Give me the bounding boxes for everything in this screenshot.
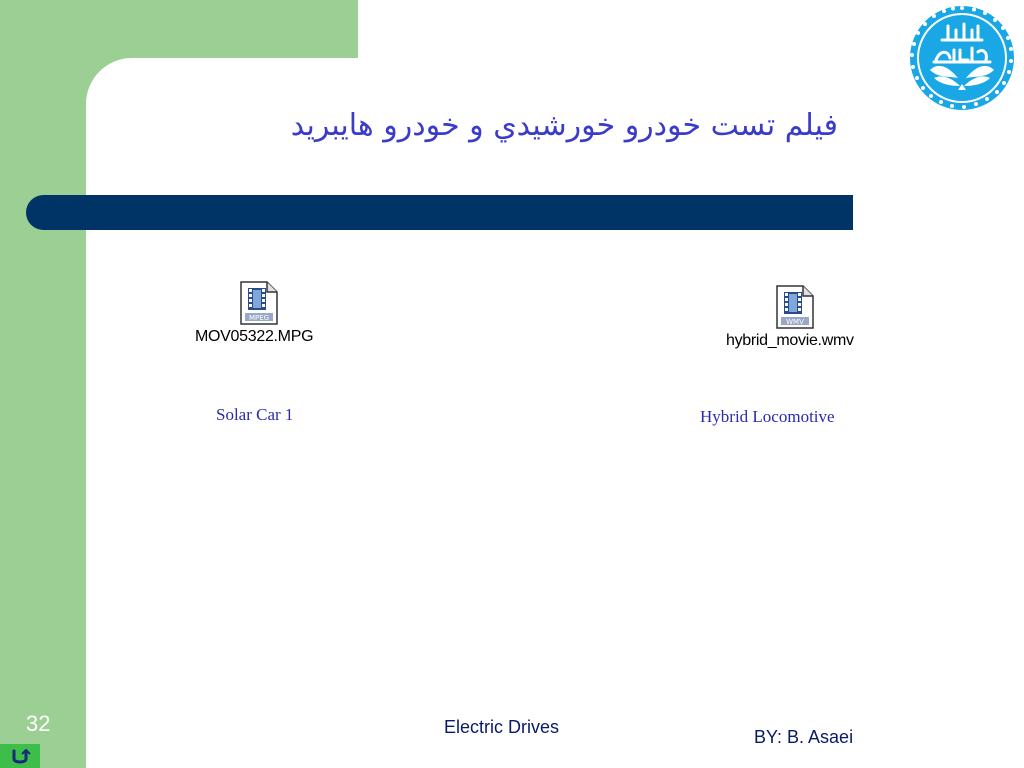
video-file-item-1[interactable] xyxy=(180,278,340,358)
svg-text:MPEG: MPEG xyxy=(248,314,270,322)
file-name-label[interactable]: hybrid_movie.wmv xyxy=(726,332,854,349)
title-underline-bar xyxy=(26,195,853,230)
footer-author: BY: B. Asaei xyxy=(754,727,854,747)
return-arrow-icon[interactable] xyxy=(0,744,40,768)
footer-course-title: Electric Drives xyxy=(444,717,560,737)
svg-text:WMV: WMV xyxy=(786,318,804,326)
mpeg-video-file-icon[interactable] xyxy=(239,280,279,326)
video-caption-1: Solar Car 1 xyxy=(216,405,294,424)
slide-title: فيلم تست خودرو خورشيدي و خودرو هايبريد xyxy=(290,108,838,143)
video-caption-2: Hybrid Locomotive xyxy=(700,407,835,426)
university-seal-icon xyxy=(908,4,1016,112)
video-file-item-2[interactable] xyxy=(720,282,880,362)
page-number: 32 xyxy=(26,711,51,736)
file-name-label[interactable]: MOV05322.MPG xyxy=(195,328,314,345)
return-button[interactable] xyxy=(0,744,40,768)
wmv-video-file-icon[interactable] xyxy=(775,284,815,330)
